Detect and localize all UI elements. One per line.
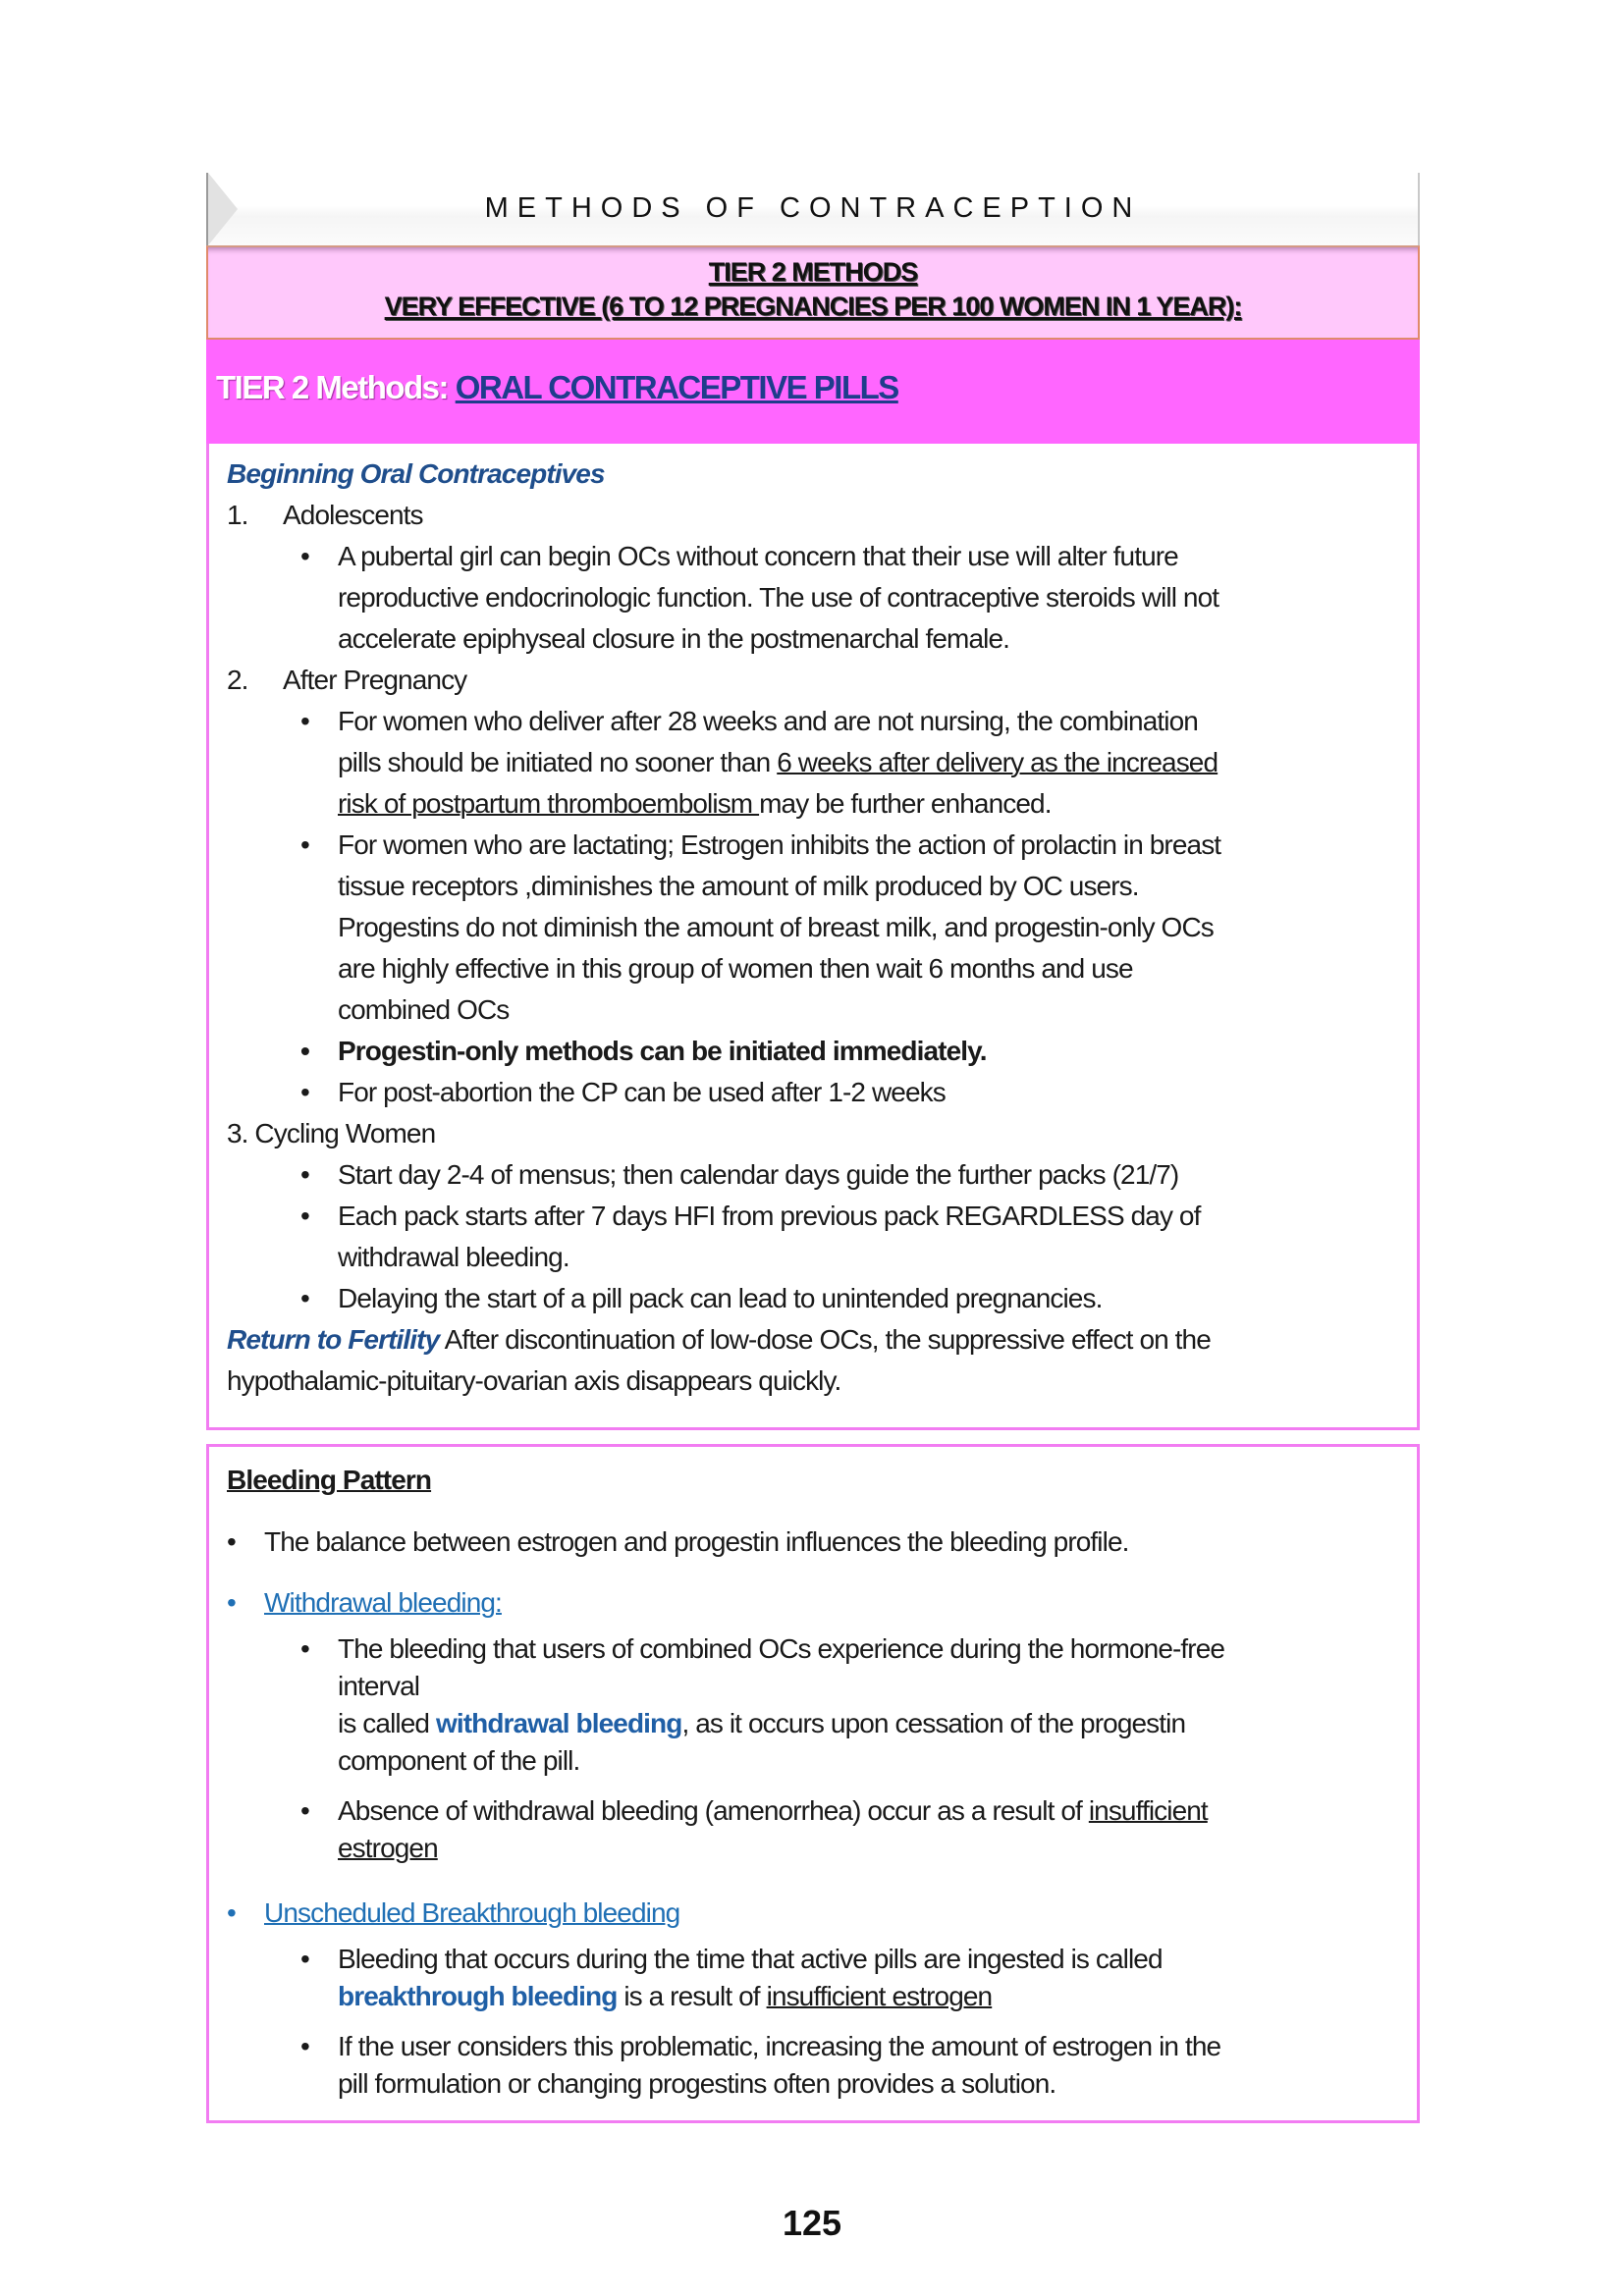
bullet-breakthrough (264, 1893, 679, 1934)
item-label-adolescents: Adolescents (283, 500, 423, 530)
bullet-adolescents-l1: • A pubertal girl can begin OCs without concern that their use will alter future (338, 536, 1178, 577)
bullet-lactating-l4: are highly effective in this group of women then wait 6 months and use (338, 953, 1133, 984)
beginning-heading: Beginning Oral Contraceptives (227, 458, 605, 489)
withdrawal-b1-pre: is called (338, 1708, 436, 1738)
item-label-after-pregnancy: After Pregnancy (283, 665, 467, 695)
section-topic-link[interactable]: ORAL CONTRACEPTIVE PILLS (455, 369, 898, 405)
breakthrough-b2-l1: • If the user considers this problematic, increasing the amount of estrogen in the (338, 2028, 1220, 2065)
withdrawal-b2-l1 (338, 1792, 1208, 1830)
tier-title: TIER 2 METHODS (708, 257, 918, 287)
nonnursing-l3-plain: may be further enhanced. (759, 788, 1052, 819)
bullet-lactating-l1: • For women who are lactating; Estrogen inhibits the action of prolactin in breast (338, 825, 1220, 866)
bullet-nonnursing-l1: • For women who deliver after 28 weeks and are not nursing, the combination (338, 701, 1198, 742)
nonnursing-l3-underlined: risk of postpartum thromboembolism (338, 788, 760, 819)
withdrawal-b2-l2: estrogen (338, 1833, 438, 1863)
bullet-each-pack-l1: • Each pack starts after 7 days HFI from previous pack REGARDLESS day of (338, 1196, 1201, 1237)
breakthrough-b2-l2: pill formulation or changing progestins often provides a solution. (338, 2068, 1056, 2099)
withdrawal-b1-l4: component of the pill. (338, 1745, 580, 1776)
withdrawal-b1-l2: interval (338, 1671, 420, 1701)
nonnursing-l2-plain: pills should be initiated no sooner than (338, 747, 778, 777)
bullet-adolescents-l3: accelerate epiphyseal closure in the postmenarchal female. (338, 623, 1009, 654)
withdrawal-b1-l1: • The bleeding that users of combined OCs experience during the hormone-free (338, 1630, 1224, 1668)
section-lead: TIER 2 Methods: (216, 369, 456, 405)
withdrawal-b1-l3 (338, 1705, 1185, 1742)
item-number-2: 2. (227, 665, 248, 695)
item-number-1: 1. (227, 500, 248, 530)
section-title-band (206, 340, 1420, 444)
return-to-fertility-l1 (227, 1319, 1211, 1361)
withdrawal-bleeding-term: withdrawal bleeding (435, 1708, 682, 1738)
breakthrough-b1-underlined: insufficient estrogen (766, 1981, 993, 2011)
bullet-balance: • The balance between estrogen and progestin influences the bleeding profile. (264, 1522, 1129, 1563)
breakthrough-bleeding-term: breakthrough bleeding (338, 1981, 618, 2011)
breakthrough-b1-mid: is a result of (617, 1981, 767, 2011)
breakthrough-b1-l1: • Bleeding that occurs during the time that active pills are ingested is called (338, 1941, 1163, 1978)
tier-effectiveness: VERY EFFECTIVE (6 TO 12 PREGNANCIES PER 100 WOMEN IN 1 YEAR): (384, 292, 1242, 321)
tier-band (206, 245, 1420, 340)
bullet-nonnursing-l2 (338, 742, 1218, 783)
bullet-lactating-l5: combined OCs (338, 994, 510, 1025)
bullet-each-pack-l2: withdrawal bleeding. (338, 1242, 569, 1272)
item-label-cycling-women: 3. Cycling Women (227, 1118, 436, 1148)
return-to-fertility-l2: hypothalamic-pituitary-ovarian axis disappears quickly. (227, 1365, 841, 1396)
bullet-lactating-l2: tissue receptors ,diminishes the amount of milk produced by OC users. (338, 871, 1139, 901)
withdrawal-b2-underlined: insufficient (1088, 1795, 1208, 1826)
bullet-withdrawal (264, 1582, 502, 1624)
bullet-delaying: • Delaying the start of a pill pack can lead to unintended pregnancies. (338, 1278, 1102, 1319)
chapter-header-ribbon (206, 173, 1420, 245)
withdrawal-b2-pre: Absence of withdrawal bleeding (amenorrhea) occur as a result of (338, 1795, 1089, 1826)
withdrawal-b1-post: , as it occurs upon cessation of the progestin (681, 1708, 1186, 1738)
bleeding-heading: Bleeding Pattern (227, 1465, 432, 1495)
bullet-adolescents-l2: reproductive endocrinologic function. The use of contraceptive steroids will not (338, 582, 1219, 613)
return-to-fertility-text: After discontinuation of low-dose OCs, the suppressive effect on the (439, 1324, 1211, 1355)
bullet-start-day: • Start day 2-4 of mensus; then calendar days guide the further packs (21/7) (338, 1154, 1178, 1196)
bullet-lactating-l3: Progestins do not diminish the amount of breast milk, and progestin-only OCs (338, 912, 1214, 942)
bullet-post-abortion: • For post-abortion the CP can be used after 1-2 weeks (338, 1072, 946, 1113)
chapter-title: METHODS OF CONTRACEPTION (484, 192, 1142, 224)
bullet-progestin-only: • Progestin-only methods can be initiated immediately. (338, 1031, 987, 1072)
withdrawal-bleeding-link[interactable]: Withdrawal bleeding: (264, 1587, 502, 1618)
page-number: 125 (782, 2203, 842, 2243)
return-to-fertility-heading: Return to Fertility (227, 1324, 440, 1355)
breakthrough-bleeding-link[interactable]: Unscheduled Breakthrough bleeding (264, 1897, 680, 1928)
nonnursing-l2-underlined: 6 weeks after delivery as the increased (777, 747, 1218, 777)
breakthrough-b1-l2 (338, 1978, 992, 2015)
bullet-nonnursing-l3 (338, 783, 1052, 825)
